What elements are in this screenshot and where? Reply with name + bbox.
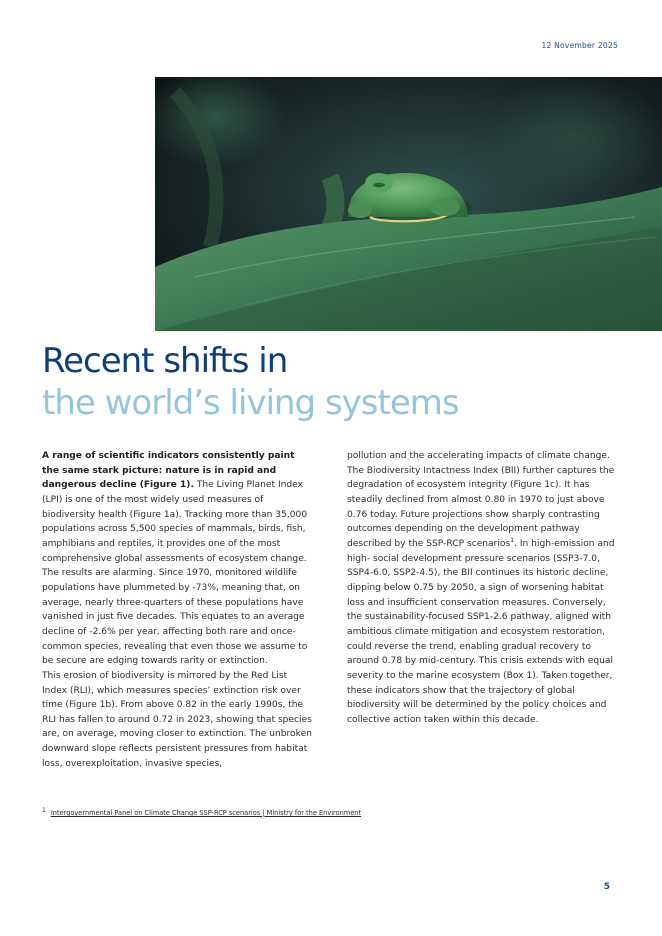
intro-text: The Living Planet Index (LPI) is one of the most widely used measures of biodiversity health (Figure 1a). Tracking more than 35,000 populations across 5,500 species of mammals, birds, fish, amphibians and reptiles, it provides one of the most comprehensive global assessments of ecosystem change. The results are alarming. Since 1970, monitored wildlife populations have plummeted by -73%, meaning that, on average, nearly three-quarters of these populations have vanished in just five decades. This equates to an average decline of -2.6% per year, affecting both rare and once-common species, revealing that even those we assume to be secure are edging towards rarity or extinction. (42, 480, 308, 667)
paragraph-bii (347, 449, 619, 727)
hero-image (155, 77, 662, 331)
publication-date: 12 November 2025 (541, 41, 618, 50)
body-column-right (347, 449, 619, 727)
section-title (42, 340, 459, 424)
page-number: 5 (603, 882, 610, 892)
body-column-left (42, 449, 314, 771)
title-line-2: the world’s living systems (42, 383, 459, 423)
paragraph-red-list: This erosion of biodiversity is mirrored by the Red List Index (RLI), which measures species’ extinction risk over time (Figure 1b). From above 0.82 in the early 1990s, the RLI has fallen to around 0.72 in 2023, showing that species are, on average, moving closer to extinction. The unbroken downward slope reflects persistent pressures from habitat loss, overexploitation, invasive species, (42, 670, 312, 769)
footnote (42, 806, 362, 817)
footnote-reference[interactable]: 1 (510, 536, 515, 544)
paragraph-intro (42, 449, 314, 669)
title-line-1: Recent shifts in (42, 341, 288, 381)
bii-text-part-2: . In high-emission and high- social development pressure scenarios (SSP3-7.0, SSP4-6.0, SSP2-4.5), the BII continues its historic decline, dipping below 0.75 by 2050, a sign of worsening habitat loss and insufficient conservation measures. Conversely, the sustainability-focused SSP1-2.6 pathway, aligned with ambitious climate mitigation and ecosystem restoration, could reverse the trend, enabling gradual recovery to around 0.78 by mid-century. This crisis extends with equal severity to the marine ecosystem (Box 1). Taken together, these indicators show that the trajectory of global biodiversity will be determined by the policy choices and collective action taken within this decade. (347, 538, 615, 725)
footnote-number: 1 (42, 806, 46, 814)
lead-sentence: A range of scientific indicators consistently paint the same stark picture: nature is in rapid and dangerous decline (Figure 1). (42, 451, 295, 491)
footnote-link[interactable]: Intergovernmental Panel on Climate Change SSP-RCP scenarios | Ministry for the Environment (50, 809, 362, 817)
frog-on-leaf-illustration (155, 77, 662, 331)
bii-text-part-1: pollution and the accelerating impacts of climate change. The Biodiversity Intactness Index (BII) further captures the degradation of ecosystem integrity (Figure 1c). It has steadily declined from almost 0.80 in 1970 to just above 0.76 today. Future projections show sharply contrasting outcomes depending on the development pathway described by the SSP-RCP scenarios (347, 451, 615, 549)
